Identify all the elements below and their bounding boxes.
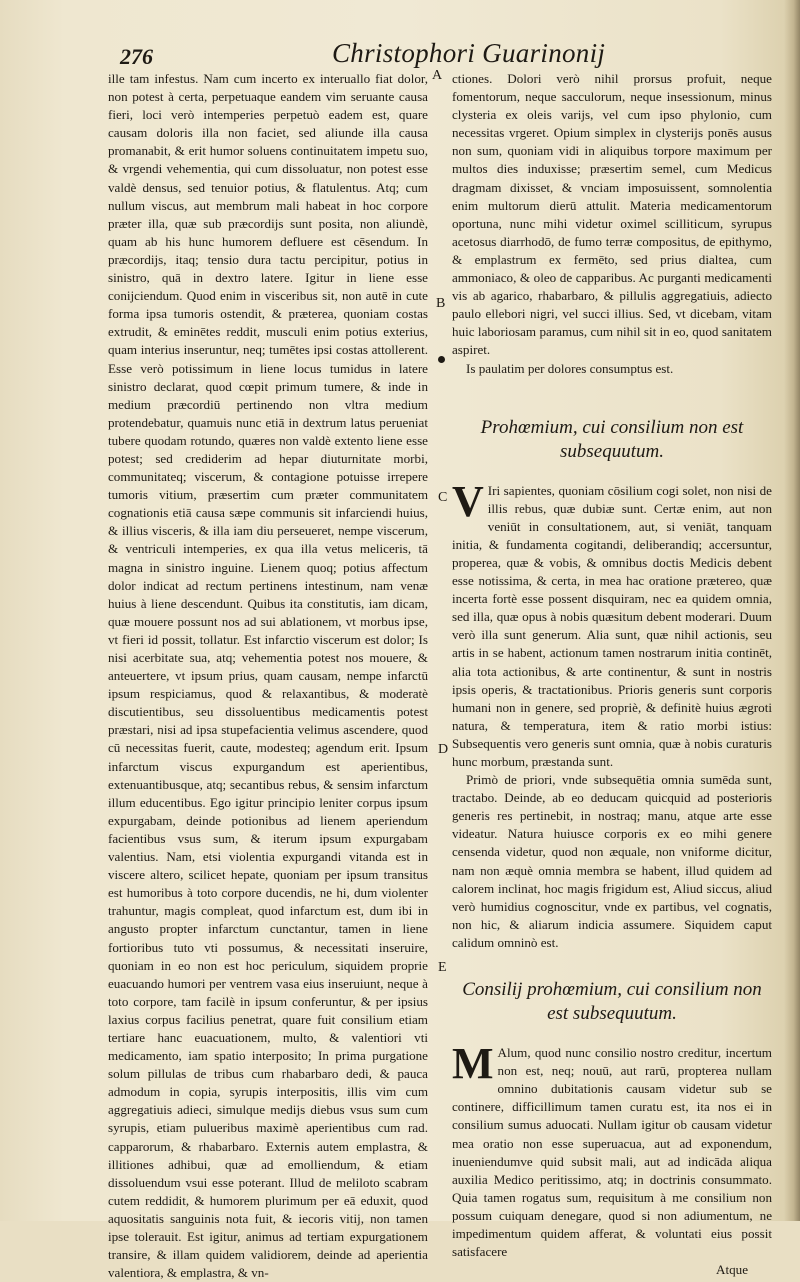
page-number: 276 <box>120 44 153 69</box>
section2-text: Alum, quod nunc consilio nostro creditur, incertum non est, neq; nouū, aut rarū, propterea nullam omnino dubitationis causam videtur sub se continere, difficillimum tamen curatu est, ita nos ei in consilium sumus aduocati. Nullam igitur ob causam videtur mea oratio non esse superuacua, aut ad exponendum, inueniendumve quid subsit mali, aut ad indicāda aliqua auxilia Medico peritissimo, atq; in doctrinis consummato. Quia tamen rogatus sum, requisitum à me consilium non possum cuiquam denegare, quod si non adiumentum, ne impedimentum quidem afferat, & voluntati eius possit satisfacere <box>452 1045 772 1260</box>
page-gutter-shadow <box>784 0 800 1221</box>
running-title: Christophori Guarinonij <box>332 38 606 68</box>
section1-paragraph <box>452 476 772 772</box>
section-heading-1: Prohœmium, cui consilium non est subsequutum. <box>480 416 744 462</box>
closing-line: Is paulatim per dolores consumptus est. <box>466 360 674 376</box>
section2-paragraph <box>452 1039 772 1261</box>
right-intro-text: ctiones. Dolori verò nihil prorsus profuit, neque fomentorum, neque sacculorum, neque insessionum, minus clysteria ex oleis varijs, vel cum ipso phylonio, cum necessitas vrgeret. Opium simplex in clysterijs ponēs ausus non sum, quoniam vidi in aliquibus torpore maximum per multos dies induxisse; præsertim semel, cum Medicus dragmam dixisset, & vnciam imposuissent, somnolentia enim multorum dierū attulit. Materia medicamentorum oportuna, nunc mihi videtur oximel scilliticum, syrupus acetosus diarrhodō, de fumo terræ compositus, de epithymo, & emplastrum ex fermēto, sed prius dialtea, cum ammoniaco, & oleo de capparibus. Ac purganti medicamenti vis ab agarico, rhabarbaro, & pillulis aggregatiuis, adiecto paulo ellebori nigri, vel succi illius. Sed, vt dicebam, vitam huic laboriosam paramus, cum nihil sit in eo, quod sanitatem aspiret. <box>452 71 772 358</box>
right-column <box>452 70 772 1279</box>
dropcap-v: V <box>452 476 484 526</box>
margin-letter-e: E <box>438 960 447 975</box>
left-column-text: ille tam infestus. Nam cum incerto ex interuallo fiat dolor, non potest à certa, perpetuaque eandem vim seruante causa fieri, loci verò intemperies perpetuò eadem est, quare causam doloris illa non faciet, sed aliunde illa causa promanabit, & erit humor soluens continuitatem impetu suo, & vrgendi vehementia, qui cum dissoluatur, non potest esse valdè densus, sed tenuior potius, & flatulentus. Atq; cum nullum viscus, aut membrum mali habeat in hoc corpore præter illa, quæ sub præcordijs sunt posita, non aliundè, quam ab his hunc humorem defluere est cēsendum. In præcordijs, itaq; tensio dura tactu percipitur, potius in sinistro, quā in dextro latere. Igitur in liene esse conijciendum. Quod enim in visceribus sit, non autē in cute forma ipsa tumoris ostendit, & præterea, quoniam costas extrudit, & eminētes reddit, musculi enim potius exterius, quam interius inseruntur, neq; tumētes ipsi costas attollerent. Esse verò potissimum in liene locus tumidus in latere sinistro declarat, quod cœpit primum tumere, & inde in medium præcordiū pertinendo non vltra medium protendebatur, quamuis nunc etiā in dextrum latus perueniat tubere quodam rotundo, quæres non valdè extento liene esse potest; sed crediderim ad hepar diuturnitate morbi, communitateq; viscerum, & contagione potuisse irrepere tumoris vitium, præsertim cum præter communitatem cognationis etiā causa sæpe communis sit infarciendi huius, & illius visceris, & illa iam diu perseueret, nempe viscerum, & ventriculi intemperies, ex qua illa vetus meliceris, tā magna in sinistro inguine. Lienem quoq; potius affectum dolor indicat ad rectum pertinens intestinum, nam venæ huius à liene descendunt. Quibus ita constitutis, iam dicam, quæ mouere possunt nos ad sui ablationem, vt morbus ipse, vt fieri id possit, tollatur. Est infarctio viscerum est dolor; Is nisi acerbitate sua, atq; vehementia potest nos mouere, & anteuertere, vt ipsum prius, quam causam, nempe infarctū ipsum respiciamus, quod & relaxantibus, & moderatè discutientibus, seu dissoluentibus medicamentis potest præstari, nisi ad ipsa stupefacientia velimus ascendere, quod cū necessitas fuerit, caute, modesteq; agendum erit. Ipsum infarctum viscus expurgandum est aperientibus, extenuantibusque, atq; secantibus rebus, & sensim infarctum illum educentibus. Ego igitur principio leniter corpus ipsum expurgabam, deinde potionibus ad lienem aperiendum facientibus vsus sum, & iterum ipsum expurgabam valentius. Nam, etsi violentia expurgandi vitanda est in viscere altero, scilicet hepate, quoniam per ipsum transitus est humoribus à toto corpore ducendis, ne hi, dum violenter trahuntur, magis compleat, quod infarctum est, dum ibi in angusto propter infarctum cunctantur, tamen in liene fortioribus tuto vti possumus, & necessitati inseruire, quoniam in eo non est hoc periculum, siquidem proprie euacuando humori per ventrem vasa eius inseruiunt, neque à toto corpore, tam facilè in ipsum conferuntur, & per ipsius laxius corpus facilius penetrat, quare fuit consilium etiam tertiare hanc euacuationem, multo, & valentiori vti medicamento, iam spatio interposito; In prima purgatione solum pillulas de tribus cum rhabarbaro dedi, & pauca admodum in copia, syrupis interpositis, illis vim cum aggregatiuis adieci, simulque medijs diebus vsus sum cum syrupis, etiam pulueribus maximè aperientibus cum rad. capparorum, & rhabarbaro. Externis autem emplastra, & illitiones adhibui, quæ ad emolliendum, & etiam dissoluendum vsui esse poterant. Illud de meliloto scabram cutem reddidit, & humorem plurimum per eā eduxit, quod aquositatis sanguinis nota fuit, & iecoris vitij, non tamen ipse tolerauit. Est igitur, animus ad tertiam expurgationem transire, & illam quidem validiorem, deinde ad aperientia valentiora, & emplastra, & vn- <box>108 71 428 1281</box>
section1-text: Iri sapientes, quoniam cōsilium cogi solet, non nisi de illis rebus, quæ dubiæ sunt. Certæ enim, aut non veniūt in consultationem, aut, si veniāt, tanquam initia, & fundamenta cogitandi, deliberandiq; accersuntur, properea, quæ & vobis, & omnibus doctis Medicis debent esse notissima, & certa, in mea hac oratione prætereo, quæ incerta fortè esse possent disquiram, nec ea quidem omnia, sed illa, quæ opus à nobis quæsitum debent moderari. Duum verò illa sunt generum. Alia sunt, quæ nihil actionis, seu artis in se habent, actionum tamen nostrarum initia continēt, alia tota actionibus, & arte continentur, & sunt in nostris ipsis operis, & tractationibus. Prioris generis sunt corporis humani non in genere, sed propriè, & definitè huius ægroti natura, & temperatura, item & ratio morbi istius: Subsequentis vero generis sunt omnia, quæ à nobis curaturis hunc morbum, præstanda sunt. <box>452 482 772 769</box>
dropcap-m: M <box>452 1039 494 1089</box>
catchword: Atque <box>716 1262 748 1278</box>
margin-letter-c: C <box>438 490 448 505</box>
margin-bullet <box>438 356 445 363</box>
section-heading-2: Consilij prohœmium, cui consilium non est subsequutum. <box>462 979 762 1025</box>
section1-text-2: Primò de priori, vnde subsequētia omnia sumēda sunt, tractabo. Deinde, ab eo deducam quicquid ad posterioris generis res pertinebit, in nostraq; manu, atque arte esse videatur. Natura huiusce corporis ex eo mihi genere censenda videtur, quod non æquale, non vniforme dicitur, nam non æquè omnia membra se habent, illud quidem ad calorem inclinat, hoc magis frigidum est, Aliud siccus, aliud verò humidius cognoscitur, vnde ex partibus, vel cognatis, non hic, & aliarum indicia assumere. Siquidem caput calidum omninò est. <box>452 772 772 950</box>
margin-letter-d: D <box>438 742 449 757</box>
margin-letter-a: A <box>432 68 443 83</box>
left-column <box>108 70 428 1282</box>
margin-letter-b: B <box>436 296 446 311</box>
